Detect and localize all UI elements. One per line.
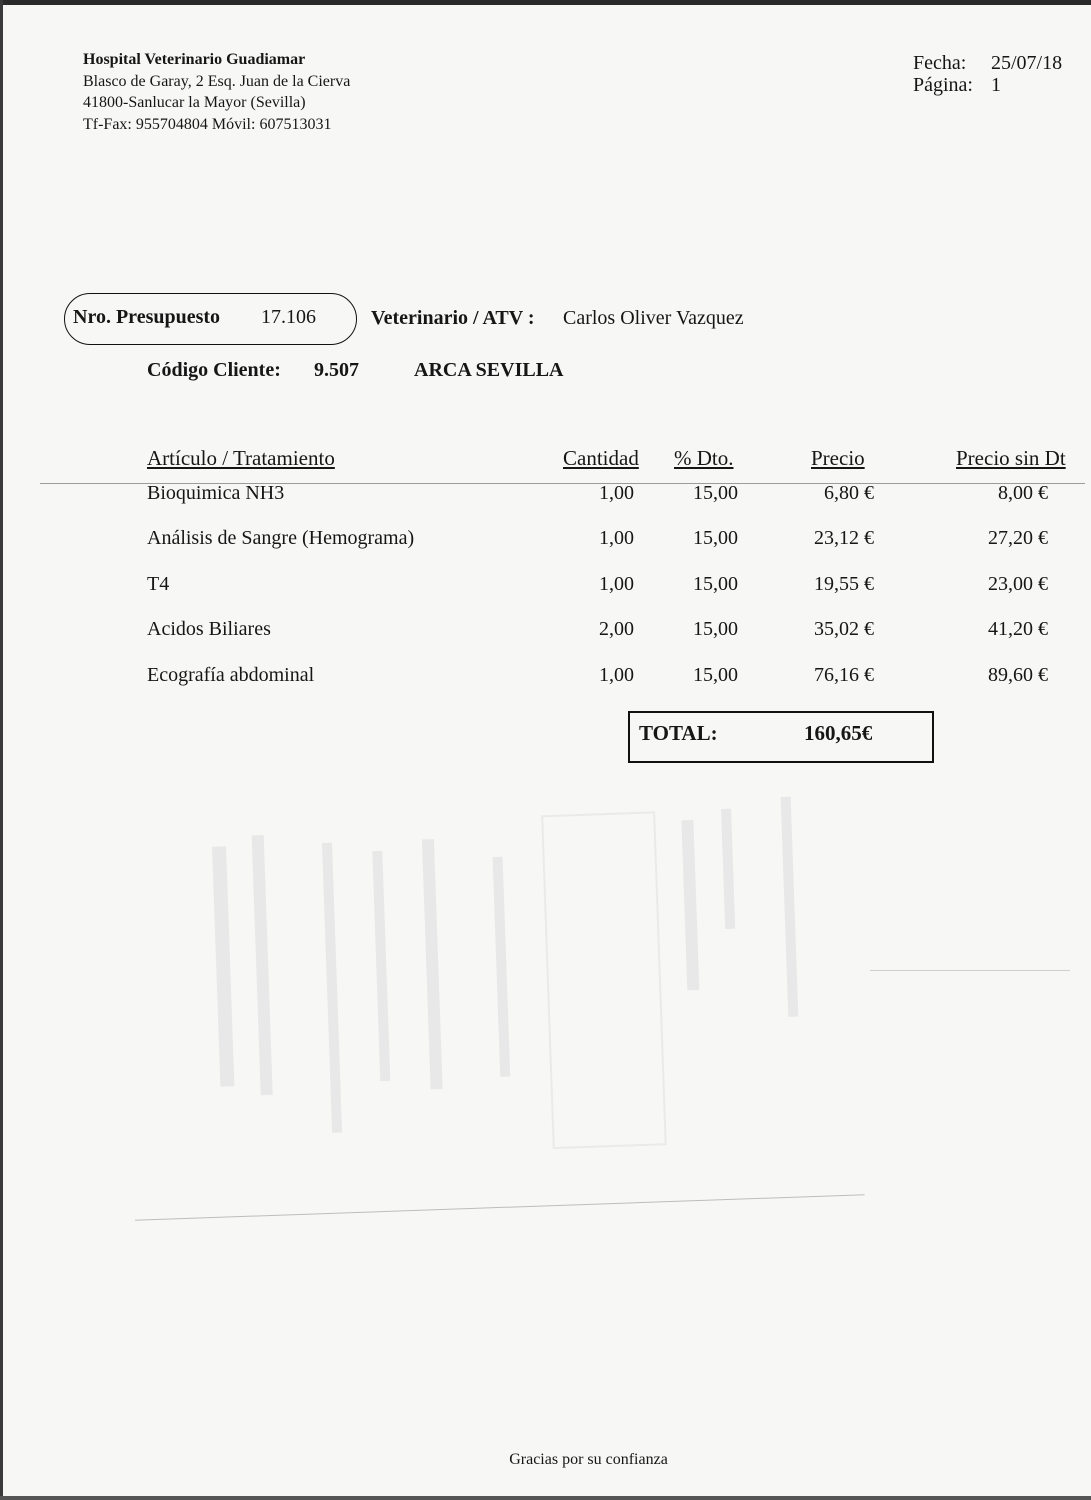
item-qty: 2,00: [599, 618, 634, 641]
document-meta: [913, 52, 1062, 96]
scan-edge-left: [0, 0, 3, 1500]
scan-edge-bottom: [0, 1496, 1091, 1500]
table-row: [0, 482, 1091, 527]
page-row: [913, 74, 1062, 96]
bleed-through-box: [541, 811, 667, 1149]
date-label: Fecha:: [913, 52, 967, 74]
vet-label: Veterinario / ATV :: [371, 307, 535, 329]
total-label: TOTAL:: [639, 721, 718, 745]
line-items: [0, 482, 1091, 709]
client-name: ARCA SEVILLA: [414, 359, 564, 381]
item-discount: 15,00: [693, 527, 738, 550]
item-qty: 1,00: [599, 663, 634, 686]
table-row: [0, 618, 1091, 663]
item-price: 76,16 €: [814, 663, 874, 686]
item-name: Bioquimica NH3: [147, 482, 285, 504]
table-row: [0, 664, 1091, 709]
bleed-through-text-line: [372, 851, 390, 1081]
item-price: 23,12 €: [814, 527, 874, 550]
date-row: [913, 52, 1062, 74]
item-price: 19,55 €: [814, 572, 874, 595]
item-discount: 15,00: [693, 572, 738, 595]
item-price-no-discount: 27,20 €: [988, 527, 1048, 550]
hospital-address-line2: 41800-Sanlucar la Mayor (Sevilla): [83, 94, 306, 111]
hospital-contact: Tf-Fax: 955704804 Móvil: 607513031: [83, 115, 332, 133]
item-qty: 1,00: [599, 572, 634, 595]
item-price-no-discount: 8,00 €: [998, 482, 1048, 504]
page-value: 1: [991, 74, 1001, 96]
item-price: 35,02 €: [814, 618, 874, 641]
table-row: [0, 573, 1091, 618]
item-price-no-discount: 23,00 €: [988, 572, 1048, 595]
bleed-through-text-line: [252, 835, 273, 1095]
scan-edge-top: [0, 0, 1091, 5]
item-name: Ecografía abdominal: [147, 663, 315, 686]
item-price-no-discount: 89,60 €: [988, 663, 1048, 686]
footer-text: Gracias por su confianza: [509, 1451, 668, 1468]
page-label: Página:: [913, 74, 973, 96]
item-name: Análisis de Sangre (Hemograma): [147, 527, 415, 550]
client-code-value: 9.507: [314, 359, 359, 381]
bleed-through-text-line: [212, 846, 234, 1086]
bleed-through-text-line: [721, 809, 735, 929]
client-code-label: Código Cliente:: [147, 359, 281, 381]
column-header-price: Precio: [811, 446, 865, 470]
table-row: [0, 527, 1091, 572]
bleed-through-text-line: [781, 797, 799, 1017]
hospital-name: Hospital Veterinario Guadiamar: [83, 51, 306, 68]
item-qty: 1,00: [599, 482, 634, 504]
total-value: 160,65€: [804, 721, 873, 745]
budget-number-label: Nro. Presupuesto: [73, 306, 221, 328]
budget-number-value: 17.106: [261, 306, 316, 328]
hospital-address-line1: Blasco de Garay, 2 Esq. Juan de la Cierva: [83, 72, 351, 90]
column-header-discount: % Dto.: [674, 446, 734, 470]
item-discount: 15,00: [693, 663, 738, 686]
item-discount: 15,00: [693, 482, 738, 504]
item-discount: 15,00: [693, 618, 738, 641]
item-price-no-discount: 41,20 €: [988, 618, 1048, 641]
bleed-through-receipt: [120, 765, 865, 1221]
item-price: 6,80 €: [824, 482, 874, 504]
date-value: 25/07/18: [991, 52, 1063, 74]
bleed-through-text-line: [422, 839, 443, 1089]
item-name: T4: [147, 572, 170, 595]
scan-artifact-line: [870, 970, 1070, 971]
vet-name: Carlos Oliver Vazquez: [563, 307, 744, 329]
column-header-item: Artículo / Tratamiento: [147, 446, 335, 470]
footer: [0, 1451, 1091, 1469]
item-name: Acidos Biliares: [147, 618, 271, 641]
bleed-through-text-line: [493, 857, 511, 1077]
item-qty: 1,00: [599, 527, 634, 550]
bleed-through-text-line: [322, 843, 342, 1133]
hospital-header: [83, 49, 350, 135]
bleed-through-text-line: [681, 820, 699, 990]
column-header-price-no-discount: Precio sin Dt: [956, 446, 1066, 470]
column-header-qty: Cantidad: [563, 446, 639, 470]
